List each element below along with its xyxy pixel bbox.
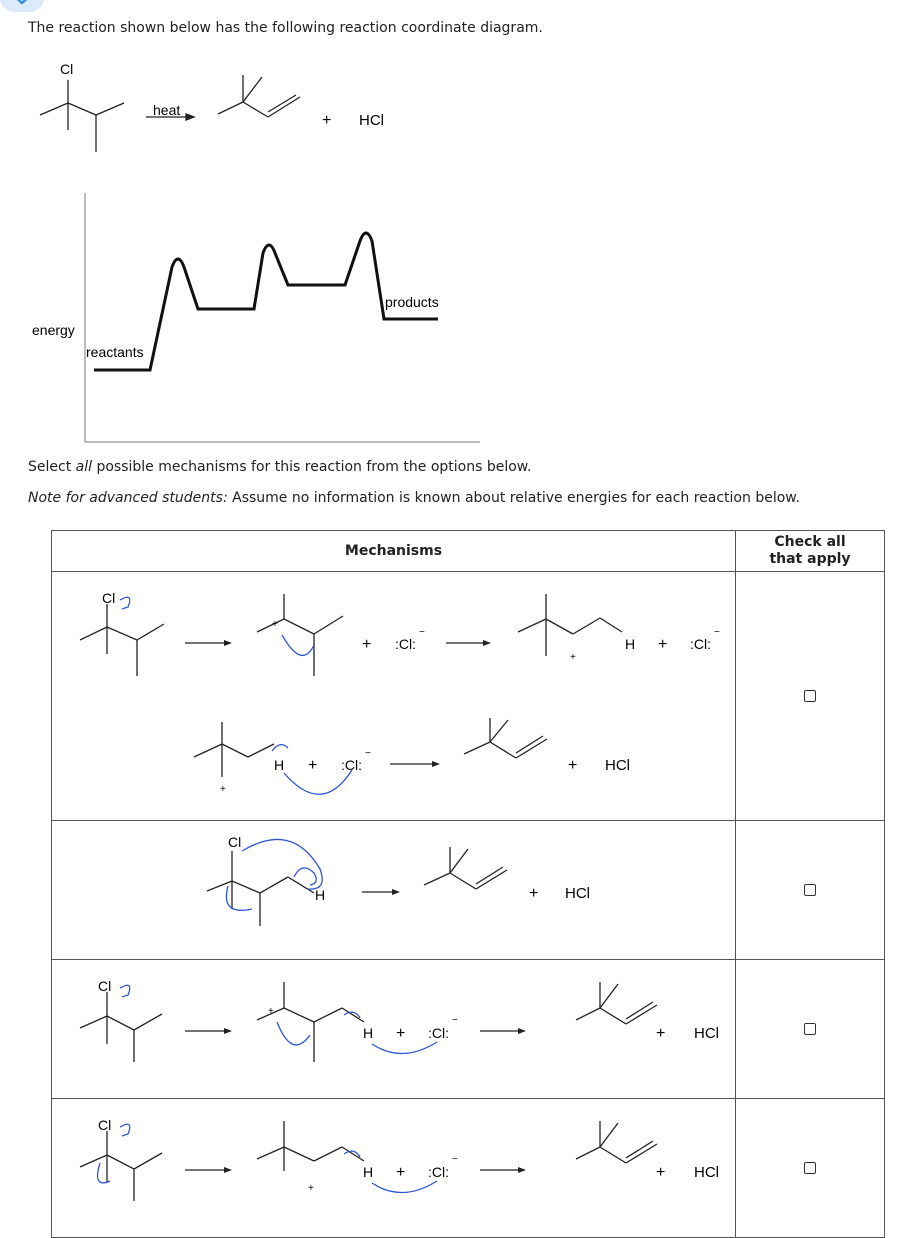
mechanism-1-drawing <box>52 572 735 816</box>
m1-chloride-2: :Cl: <box>690 636 711 652</box>
reaction-coordinate-diagram <box>0 185 500 450</box>
m3-plus-2: + <box>656 1025 666 1042</box>
m4-carbocation-charge: + <box>308 1183 314 1194</box>
rxn-cl-label: Cl <box>60 61 74 77</box>
m3-carbocation-charge: + <box>268 1006 274 1017</box>
question-text: Select all possible mechanisms for this reaction from the options below. <box>28 459 532 475</box>
m1-plus-1: + <box>362 636 372 653</box>
m1-carbocation-charge-2: + <box>570 652 576 663</box>
m2-h-label: H <box>315 887 326 903</box>
m1-neg-charge-2: − <box>714 627 720 638</box>
intro-text: The reaction shown below has the following reaction coordinate diagram. <box>28 20 543 36</box>
m4-cl-label: Cl <box>98 1117 112 1133</box>
m1-carbocation-charge-3: + <box>220 784 226 795</box>
mechanism-2-checkbox[interactable] <box>804 884 816 896</box>
mechanism-row-1 <box>52 572 885 821</box>
m1-neg-charge-3: − <box>365 748 371 759</box>
advanced-note: Note for advanced students: Assume no information is known about relative energies for each reaction below. <box>28 490 800 506</box>
m3-plus-1: + <box>396 1025 406 1042</box>
mechanism-4-checkbox[interactable] <box>804 1162 816 1174</box>
diagram-ylabel: energy <box>32 322 75 338</box>
m1-plus-2: + <box>658 636 668 653</box>
mechanism-2-drawing <box>52 821 735 955</box>
overall-reaction <box>0 50 460 160</box>
m1-chloride-1: :Cl: <box>395 636 416 652</box>
m4-h-label: H <box>363 1164 374 1180</box>
rxn-condition-label: heat <box>153 102 181 118</box>
m4-plus-1: + <box>396 1164 406 1181</box>
m1-cl-label: Cl <box>102 590 116 606</box>
m3-cl-label: Cl <box>98 978 112 994</box>
m1-hcl-label: HCl <box>605 757 630 774</box>
check-header: Check all that apply <box>736 531 885 572</box>
mechanism-4-drawing <box>52 1099 735 1233</box>
m1-carbocation-charge: + <box>272 619 278 630</box>
m2-cl-label: Cl <box>228 834 242 850</box>
m1-neg-charge-1: − <box>419 627 425 638</box>
m1-plus-4: + <box>568 757 578 774</box>
m4-hcl-label: HCl <box>694 1164 719 1181</box>
mechanism-row-3 <box>52 960 885 1099</box>
m4-plus-2: + <box>656 1164 666 1181</box>
mechanism-row-2 <box>52 821 885 960</box>
m3-hcl-label: HCl <box>694 1025 719 1042</box>
mechanism-3-checkbox[interactable] <box>804 1023 816 1035</box>
m2-plus: + <box>529 885 539 902</box>
rxn-plus: + <box>322 112 332 129</box>
rxn-byproduct: HCl <box>359 112 384 129</box>
m2-hcl-label: HCl <box>565 885 590 902</box>
m3-chloride: :Cl: <box>428 1025 449 1041</box>
m4-neg-charge: − <box>452 1154 458 1165</box>
mechanism-3-drawing <box>52 960 735 1094</box>
products-label: products <box>385 294 439 310</box>
mechanism-1-checkbox[interactable] <box>804 690 816 702</box>
mechanisms-header: Mechanisms <box>52 531 736 572</box>
m1-h-label-2: H <box>274 757 285 773</box>
collapse-chevron-button[interactable] <box>0 0 44 12</box>
chevron-down-icon <box>0 0 44 12</box>
mechanism-row-4 <box>52 1099 885 1238</box>
m1-h-label-1: H <box>625 636 636 652</box>
reactants-label: reactants <box>86 344 144 360</box>
m4-chloride: :Cl: <box>428 1164 449 1180</box>
m3-h-label: H <box>363 1025 374 1041</box>
m1-chloride-3: :Cl: <box>341 757 362 773</box>
m3-neg-charge: − <box>452 1015 458 1026</box>
mechanisms-table <box>51 530 885 1238</box>
m1-plus-3: + <box>308 757 318 774</box>
